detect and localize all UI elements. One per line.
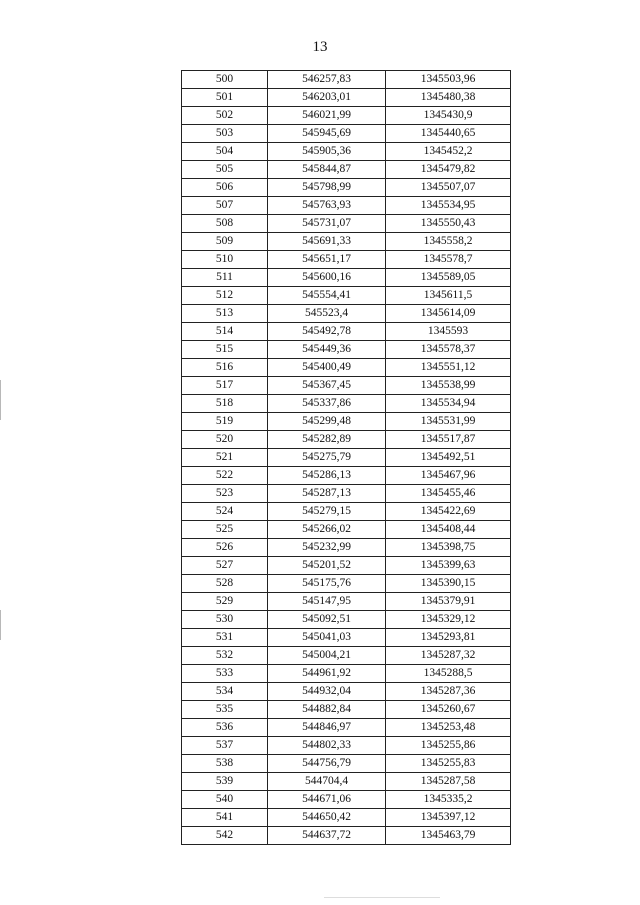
scan-edge-mark <box>0 380 1 420</box>
y-coordinate-cell: 1345558,2 <box>386 233 511 251</box>
table-row <box>182 197 511 215</box>
x-coordinate-cell: 544756,79 <box>268 755 386 773</box>
x-coordinate-cell: 545554,41 <box>268 287 386 305</box>
point-number-cell: 500 <box>182 71 268 89</box>
x-coordinate-cell: 545004,21 <box>268 647 386 665</box>
x-coordinate-cell: 544671,06 <box>268 791 386 809</box>
table-row <box>182 611 511 629</box>
x-coordinate-cell: 545763,93 <box>268 197 386 215</box>
y-coordinate-cell: 1345255,83 <box>386 755 511 773</box>
page-number: 13 <box>312 39 328 55</box>
y-coordinate-cell: 1345287,36 <box>386 683 511 701</box>
point-number-cell: 525 <box>182 521 268 539</box>
point-number-cell: 503 <box>182 125 268 143</box>
y-coordinate-cell: 1345551,12 <box>386 359 511 377</box>
table-row <box>182 755 511 773</box>
coordinates-table-body <box>182 71 511 845</box>
table-row <box>182 233 511 251</box>
table-row <box>182 449 511 467</box>
table-row <box>182 629 511 647</box>
point-number-cell: 536 <box>182 719 268 737</box>
y-coordinate-cell: 1345440,65 <box>386 125 511 143</box>
table-row <box>182 89 511 107</box>
y-coordinate-cell: 1345503,96 <box>386 71 511 89</box>
x-coordinate-cell: 545945,69 <box>268 125 386 143</box>
y-coordinate-cell: 1345255,86 <box>386 737 511 755</box>
y-coordinate-cell: 1345578,7 <box>386 251 511 269</box>
point-number-cell: 501 <box>182 89 268 107</box>
point-number-cell: 510 <box>182 251 268 269</box>
point-number-cell: 519 <box>182 413 268 431</box>
point-number-cell: 534 <box>182 683 268 701</box>
point-number-cell: 502 <box>182 107 268 125</box>
point-number-cell: 516 <box>182 359 268 377</box>
x-coordinate-cell: 544802,33 <box>268 737 386 755</box>
y-coordinate-cell: 1345589,05 <box>386 269 511 287</box>
y-coordinate-cell: 1345578,37 <box>386 341 511 359</box>
x-coordinate-cell: 544882,84 <box>268 701 386 719</box>
point-number-cell: 521 <box>182 449 268 467</box>
point-number-cell: 542 <box>182 827 268 845</box>
point-number-cell: 512 <box>182 287 268 305</box>
x-coordinate-cell: 545337,86 <box>268 395 386 413</box>
y-coordinate-cell: 1345517,87 <box>386 431 511 449</box>
x-coordinate-cell: 546203,01 <box>268 89 386 107</box>
point-number-cell: 507 <box>182 197 268 215</box>
point-number-cell: 514 <box>182 323 268 341</box>
x-coordinate-cell: 545287,13 <box>268 485 386 503</box>
point-number-cell: 526 <box>182 539 268 557</box>
table-row <box>182 539 511 557</box>
y-coordinate-cell: 1345507,07 <box>386 179 511 197</box>
y-coordinate-cell: 1345611,5 <box>386 287 511 305</box>
y-coordinate-cell: 1345422,69 <box>386 503 511 521</box>
table-row <box>182 269 511 287</box>
table-row <box>182 485 511 503</box>
y-coordinate-cell: 1345379,91 <box>386 593 511 611</box>
x-coordinate-cell: 545275,79 <box>268 449 386 467</box>
point-number-cell: 517 <box>182 377 268 395</box>
point-number-cell: 524 <box>182 503 268 521</box>
table-row <box>182 305 511 323</box>
table-row <box>182 593 511 611</box>
y-coordinate-cell: 1345534,95 <box>386 197 511 215</box>
table-row <box>182 377 511 395</box>
y-coordinate-cell: 1345479,82 <box>386 161 511 179</box>
y-coordinate-cell: 1345287,32 <box>386 647 511 665</box>
y-coordinate-cell: 1345253,48 <box>386 719 511 737</box>
table-row <box>182 683 511 701</box>
x-coordinate-cell: 545651,17 <box>268 251 386 269</box>
table-row <box>182 665 511 683</box>
y-coordinate-cell: 1345593 <box>386 323 511 341</box>
y-coordinate-cell: 1345463,79 <box>386 827 511 845</box>
table-row <box>182 179 511 197</box>
point-number-cell: 529 <box>182 593 268 611</box>
y-coordinate-cell: 1345467,96 <box>386 467 511 485</box>
point-number-cell: 506 <box>182 179 268 197</box>
scan-bottom-mark <box>324 897 440 898</box>
point-number-cell: 518 <box>182 395 268 413</box>
table-row <box>182 719 511 737</box>
point-number-cell: 530 <box>182 611 268 629</box>
point-number-cell: 539 <box>182 773 268 791</box>
x-coordinate-cell: 545282,89 <box>268 431 386 449</box>
point-number-cell: 511 <box>182 269 268 287</box>
x-coordinate-cell: 545492,78 <box>268 323 386 341</box>
y-coordinate-cell: 1345550,43 <box>386 215 511 233</box>
x-coordinate-cell: 546257,83 <box>268 71 386 89</box>
table-row <box>182 791 511 809</box>
x-coordinate-cell: 545400,49 <box>268 359 386 377</box>
x-coordinate-cell: 545266,02 <box>268 521 386 539</box>
y-coordinate-cell: 1345399,63 <box>386 557 511 575</box>
point-number-cell: 515 <box>182 341 268 359</box>
point-number-cell: 520 <box>182 431 268 449</box>
scan-edge-mark <box>0 610 1 640</box>
x-coordinate-cell: 545844,87 <box>268 161 386 179</box>
y-coordinate-cell: 1345531,99 <box>386 413 511 431</box>
x-coordinate-cell: 546021,99 <box>268 107 386 125</box>
point-number-cell: 508 <box>182 215 268 233</box>
table-row <box>182 737 511 755</box>
x-coordinate-cell: 545041,03 <box>268 629 386 647</box>
x-coordinate-cell: 545905,36 <box>268 143 386 161</box>
table-row <box>182 503 511 521</box>
point-number-cell: 535 <box>182 701 268 719</box>
table-row <box>182 701 511 719</box>
table-row <box>182 107 511 125</box>
coordinates-table <box>181 70 511 845</box>
y-coordinate-cell: 1345288,5 <box>386 665 511 683</box>
y-coordinate-cell: 1345329,12 <box>386 611 511 629</box>
point-number-cell: 537 <box>182 737 268 755</box>
x-coordinate-cell: 545600,16 <box>268 269 386 287</box>
point-number-cell: 528 <box>182 575 268 593</box>
point-number-cell: 504 <box>182 143 268 161</box>
table-row <box>182 341 511 359</box>
table-row <box>182 467 511 485</box>
y-coordinate-cell: 1345398,75 <box>386 539 511 557</box>
point-number-cell: 540 <box>182 791 268 809</box>
x-coordinate-cell: 545449,36 <box>268 341 386 359</box>
point-number-cell: 523 <box>182 485 268 503</box>
x-coordinate-cell: 545147,95 <box>268 593 386 611</box>
y-coordinate-cell: 1345538,99 <box>386 377 511 395</box>
x-coordinate-cell: 544961,92 <box>268 665 386 683</box>
x-coordinate-cell: 544637,72 <box>268 827 386 845</box>
x-coordinate-cell: 544704,4 <box>268 773 386 791</box>
y-coordinate-cell: 1345452,2 <box>386 143 511 161</box>
point-number-cell: 527 <box>182 557 268 575</box>
y-coordinate-cell: 1345492,51 <box>386 449 511 467</box>
x-coordinate-cell: 545731,07 <box>268 215 386 233</box>
point-number-cell: 538 <box>182 755 268 773</box>
x-coordinate-cell: 545367,45 <box>268 377 386 395</box>
y-coordinate-cell: 1345480,38 <box>386 89 511 107</box>
table-row <box>182 575 511 593</box>
point-number-cell: 509 <box>182 233 268 251</box>
table-row <box>182 647 511 665</box>
table-row <box>182 71 511 89</box>
y-coordinate-cell: 1345293,81 <box>386 629 511 647</box>
table-row <box>182 557 511 575</box>
x-coordinate-cell: 544650,42 <box>268 809 386 827</box>
x-coordinate-cell: 545279,15 <box>268 503 386 521</box>
y-coordinate-cell: 1345408,44 <box>386 521 511 539</box>
table-row <box>182 359 511 377</box>
x-coordinate-cell: 545232,99 <box>268 539 386 557</box>
table-row <box>182 773 511 791</box>
table-row <box>182 809 511 827</box>
x-coordinate-cell: 545798,99 <box>268 179 386 197</box>
x-coordinate-cell: 545523,4 <box>268 305 386 323</box>
x-coordinate-cell: 545691,33 <box>268 233 386 251</box>
table-row <box>182 431 511 449</box>
x-coordinate-cell: 545201,52 <box>268 557 386 575</box>
y-coordinate-cell: 1345260,67 <box>386 701 511 719</box>
x-coordinate-cell: 545299,48 <box>268 413 386 431</box>
y-coordinate-cell: 1345614,09 <box>386 305 511 323</box>
x-coordinate-cell: 545092,51 <box>268 611 386 629</box>
table-row <box>182 395 511 413</box>
table-row <box>182 125 511 143</box>
point-number-cell: 533 <box>182 665 268 683</box>
y-coordinate-cell: 1345390,15 <box>386 575 511 593</box>
x-coordinate-cell: 545175,76 <box>268 575 386 593</box>
point-number-cell: 531 <box>182 629 268 647</box>
table-row <box>182 161 511 179</box>
table-row <box>182 143 511 161</box>
x-coordinate-cell: 544846,97 <box>268 719 386 737</box>
table-row <box>182 521 511 539</box>
y-coordinate-cell: 1345397,12 <box>386 809 511 827</box>
x-coordinate-cell: 544932,04 <box>268 683 386 701</box>
y-coordinate-cell: 1345430,9 <box>386 107 511 125</box>
table-row <box>182 413 511 431</box>
table-row <box>182 827 511 845</box>
point-number-cell: 532 <box>182 647 268 665</box>
point-number-cell: 541 <box>182 809 268 827</box>
y-coordinate-cell: 1345335,2 <box>386 791 511 809</box>
table-row <box>182 251 511 269</box>
table-row <box>182 215 511 233</box>
point-number-cell: 505 <box>182 161 268 179</box>
y-coordinate-cell: 1345534,94 <box>386 395 511 413</box>
table-row <box>182 287 511 305</box>
point-number-cell: 513 <box>182 305 268 323</box>
x-coordinate-cell: 545286,13 <box>268 467 386 485</box>
table-row <box>182 323 511 341</box>
y-coordinate-cell: 1345455,46 <box>386 485 511 503</box>
y-coordinate-cell: 1345287,58 <box>386 773 511 791</box>
point-number-cell: 522 <box>182 467 268 485</box>
